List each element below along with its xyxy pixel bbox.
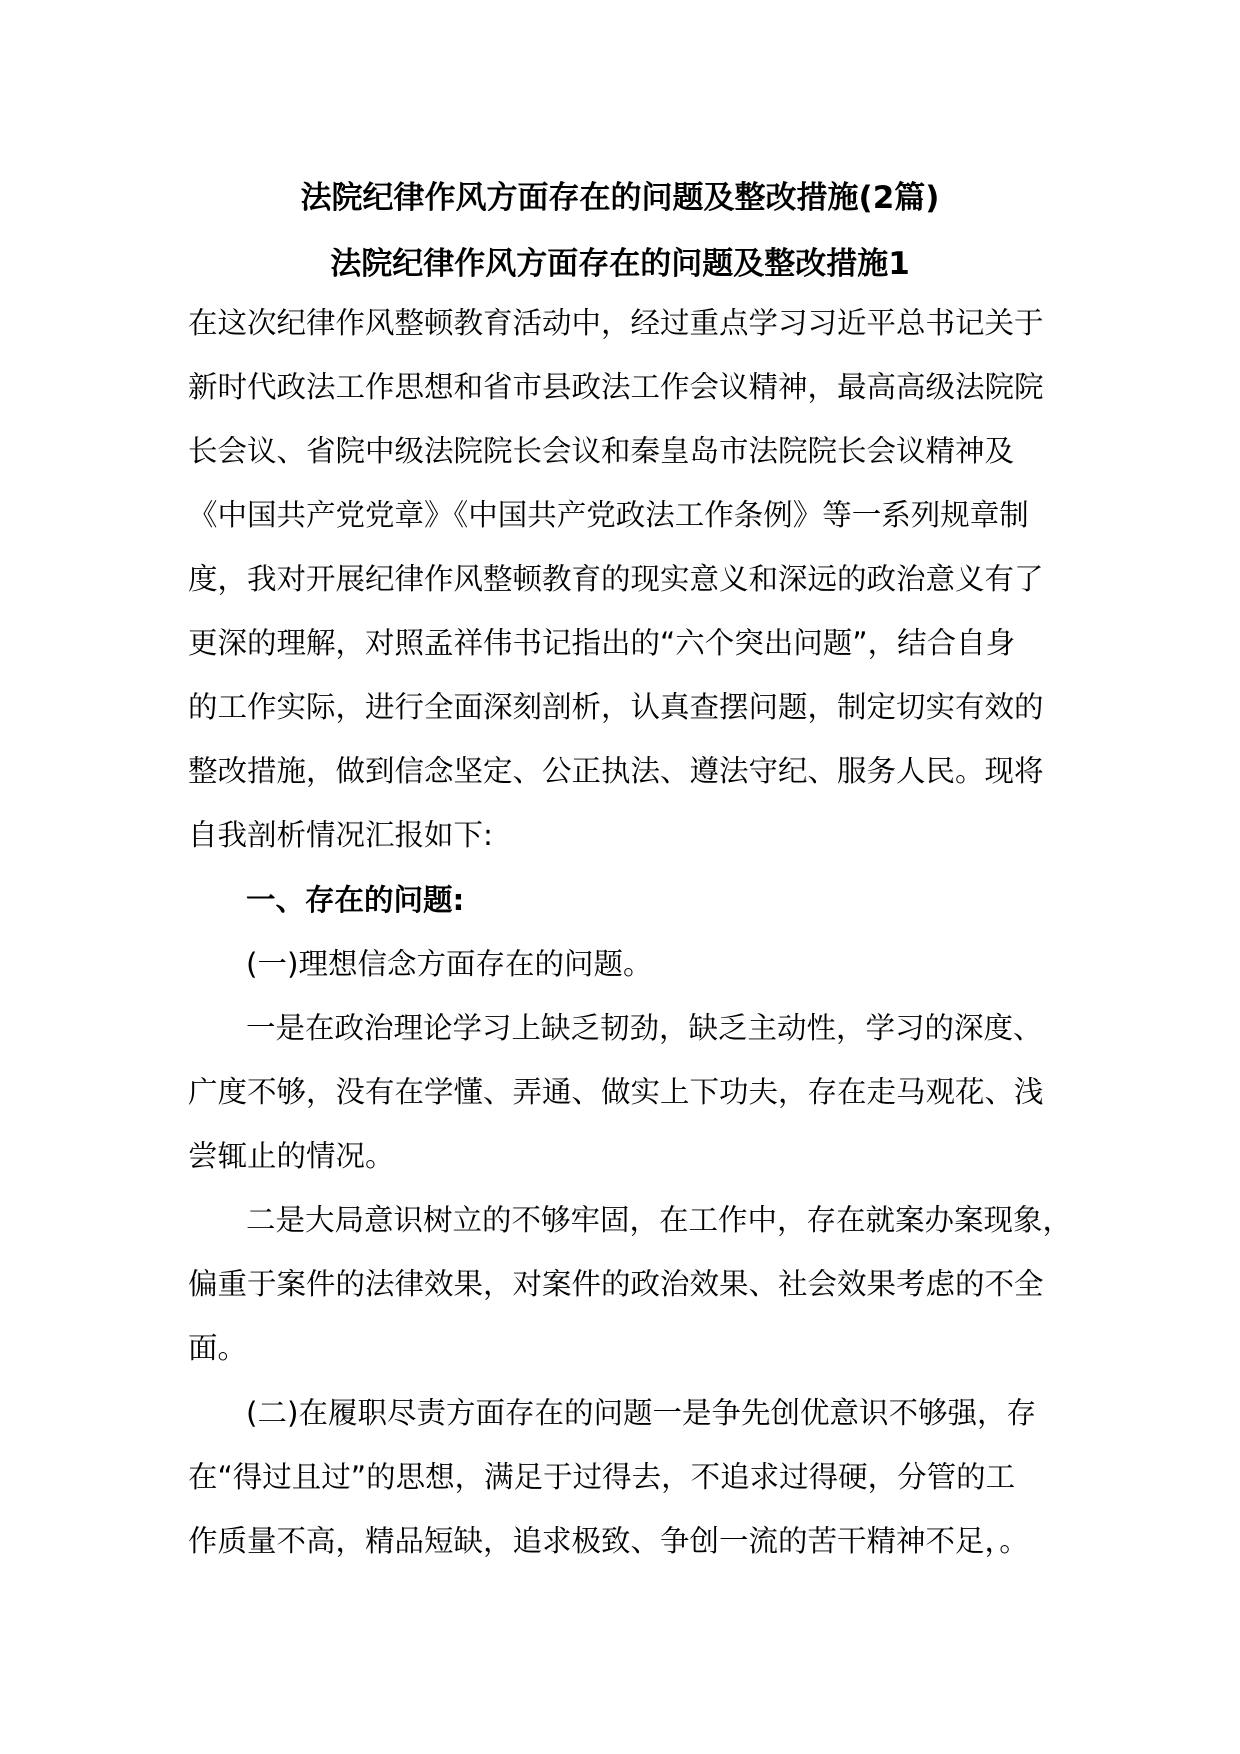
paragraph-line: 《中国共产党党章》《中国共产党政法工作条例》等一系列规章制 [188,498,1029,532]
paragraph-line: 面。 [188,1331,248,1365]
paragraph-line: 作质量不高，精品短缺，追求极致、争创一流的苦干精神不足，。 [188,1524,1029,1558]
paragraph-line: 尝辄止的情况。 [188,1139,395,1173]
paragraph-line: 度，我对开展纪律作风整顿教育的现实意义和深远的政治意义有了 [188,562,1044,596]
paragraph-line: 长会议、省院中级法院院长会议和秦皇岛市法院院长会议精神及 [188,434,1015,468]
document-main-title: 法院纪律作风方面存在的问题及整改措施(2篇) [300,180,940,216]
paragraph-line: (二)在履职尽责方面存在的问题一是争先创优意识不够强，存 [246,1396,1037,1430]
section-heading: 一、存在的问题: [246,883,465,917]
paragraph-line: 整改措施，做到信念坚定、公正执法、遵法守纪、服务人民。现将 [188,754,1044,788]
subsection-heading: (一)理想信念方面存在的问题。 [246,947,653,981]
paragraph-line: 的工作实际，进行全面深刻剖析，认真查摆问题，制定切实有效的 [188,690,1044,724]
paragraph-line: 一是在政治理论学习上缺乏韧劲，缺乏主动性，学习的深度、 [246,1011,1043,1045]
paragraph-line: 自我剖析情况汇报如下: [188,818,493,852]
paragraph-line: 广度不够，没有在学懂、弄通、做实上下功夫，存在走马观花、浅 [188,1075,1044,1109]
paragraph-line: 在“得过且过”的思想，满足于过得去，不追求过得硬，分管的工 [188,1460,1016,1494]
paragraph-line: 偏重于案件的法律效果，对案件的政治效果、社会效果考虑的不全 [188,1267,1044,1301]
document-sub-title: 法院纪律作风方面存在的问题及整改措施1 [330,246,910,282]
paragraph-line: 二是大局意识树立的不够牢固，在工作中，存在就案办案现象， [246,1203,1073,1237]
paragraph-line: 更深的理解，对照孟祥伟书记指出的“六个突出问题”，结合自身 [188,626,1016,660]
paragraph-line: 在这次纪律作风整顿教育活动中，经过重点学习习近平总书记关于 [188,306,1044,340]
paragraph-line: 新时代政法工作思想和省市县政法工作会议精神，最高高级法院院 [188,370,1044,404]
